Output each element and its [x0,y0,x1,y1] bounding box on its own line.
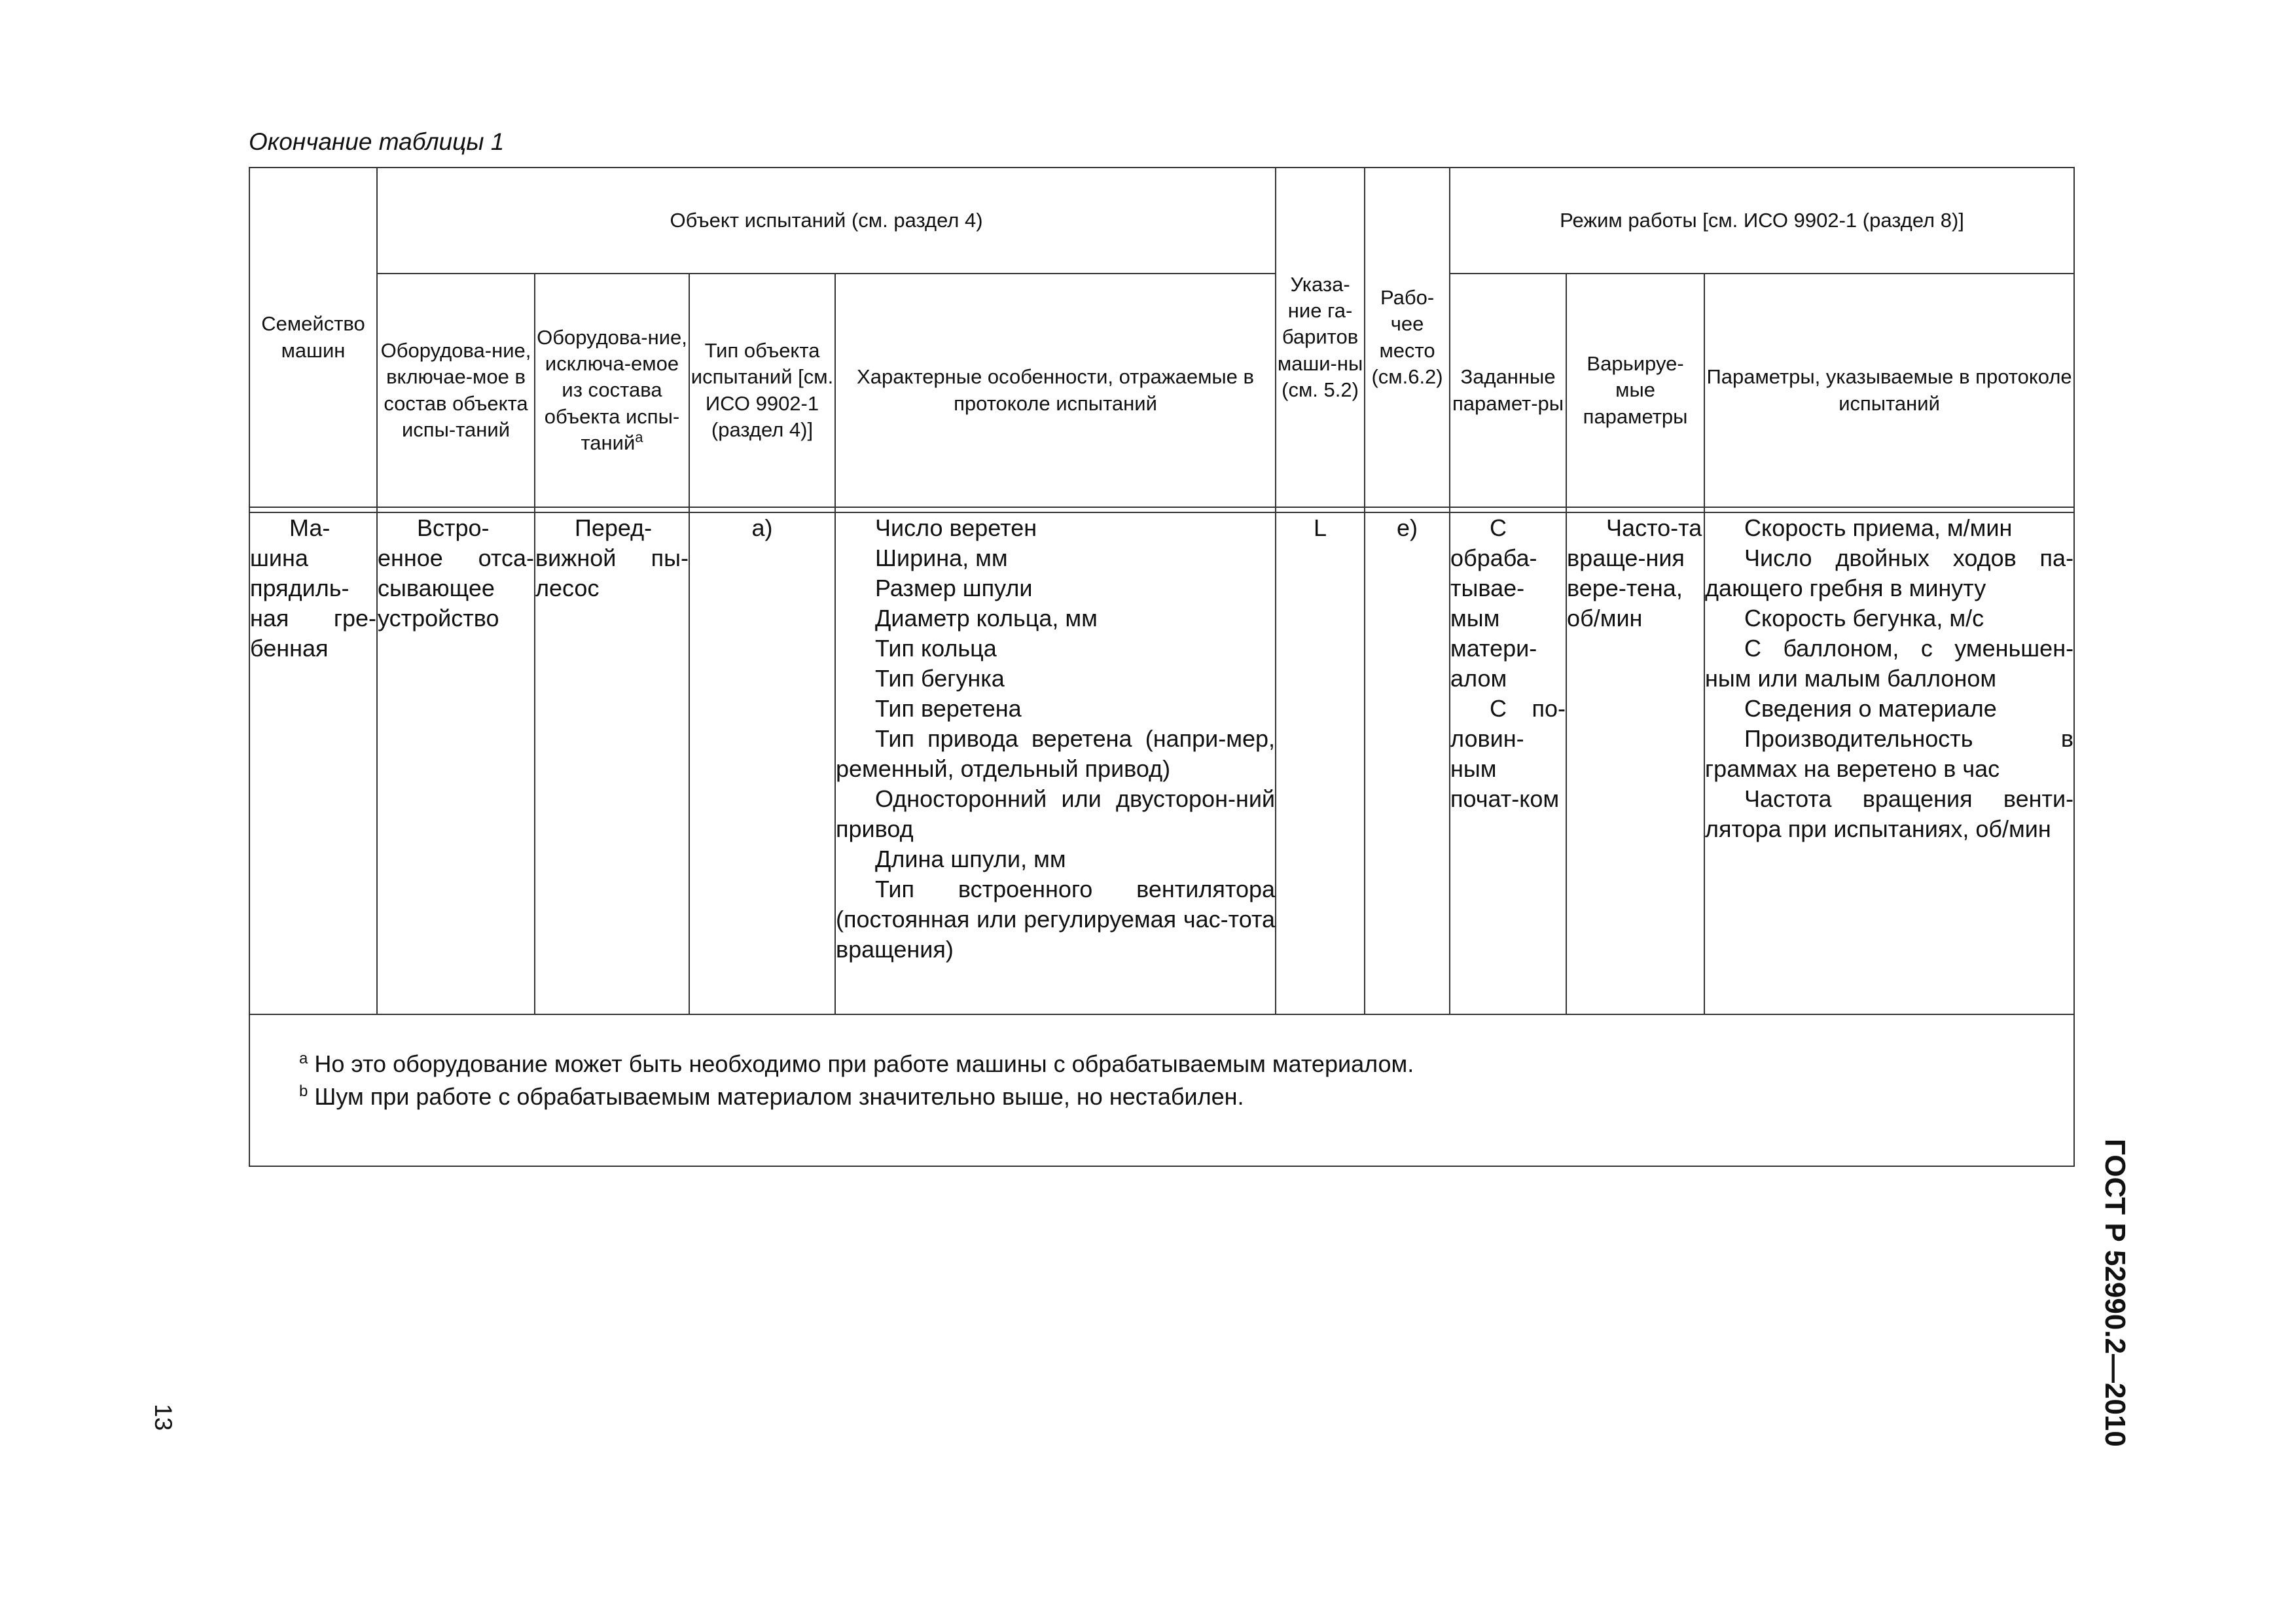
page-number: 13 [150,1404,177,1431]
header-workplace: Рабо-чее место (см.6.2) [1365,168,1450,507]
header-family: Семейство машин [249,168,377,507]
feature-line: Тип привода веретена (напри-мер, ременный, отдельный привод) [836,725,1276,782]
cell-equipment-excluded: Перед-вижной пы-лесос [535,512,689,1014]
standard-designation: ГОСТ Р 52990.2—2010 [2099,1139,2131,1447]
header-set-params: Заданные парамет-ры [1450,274,1566,507]
report-param-line: С баллоном, с уменьшен-ным или малым баллоном [1705,635,2074,692]
header-report-params: Параметры, указываемые в протоколе испытаний [1704,274,2074,507]
cell-var-params: Часто-та враще-ния вере-тена, об/мин [1566,512,1704,1014]
report-param-line: Производительность в граммах на веретено в час [1705,725,2074,782]
cell-features [835,512,1276,1014]
feature-line: Тип кольца [875,635,997,662]
report-param-line: Скорость бегунка, м/с [1744,605,1984,632]
header-equipment-excluded-text: Оборудова-ние, исключа-емое из состава объекта испы-таний [537,325,687,454]
cell-set-params [1450,512,1566,1014]
feature-line: Тип веретена [875,695,1022,722]
feature-line: Тип бегунка [875,665,1005,692]
footnote-b-text: Шум при работе с обрабатываемым материалом значительно выше, но нестабилен. [308,1083,1244,1110]
footnote-a-mark: a [299,1050,308,1067]
set-param-line: С по-ловин-ным почат-ком [1450,695,1566,812]
header-var-params: Варьируе-мые параметры [1566,274,1704,507]
report-param-line: Число двойных ходов па-дающего гребня в минуту [1705,544,2074,601]
footnote-a-text: Но это оборудование может быть необходимо при работе машины с обрабатываемым материалом. [308,1050,1414,1077]
header-dimensions: Указа-ние га-баритов маши-ны (см. 5.2) [1276,168,1365,507]
report-param-line: Сведения о материале [1744,695,1997,722]
feature-line: Тип встроенного вентилятора (постоянная или регулируемая час-тота вращения) [836,876,1276,963]
header-object-group: Объект испытаний (см. раздел 4) [377,168,1276,274]
footnotes [249,1014,2074,1166]
cell-dimensions: L [1276,512,1365,1014]
table-caption: Окончание таблицы 1 [249,128,505,155]
feature-line: Длина шпули, мм [875,846,1066,872]
cell-family: Ма-шина прядиль-ная гре-бенная [249,512,377,1014]
cell-report-params [1704,512,2074,1014]
feature-line: Диаметр кольца, мм [875,605,1098,632]
header-features: Характерные особенности, отражаемые в протоколе испытаний [835,274,1276,507]
set-param-line: С обраба-тывае-мым матери-алом [1450,514,1537,692]
report-param-line: Частота вращения венти-лятора при испытаниях, об/мин [1705,785,2074,842]
footnotes-row [249,1014,2074,1166]
footnote-b [299,1080,2073,1113]
header-separator [249,507,2074,512]
feature-line: Ширина, мм [875,544,1008,571]
header-mode-group: Режим работы [см. ИСО 9902-1 (раздел 8)] [1450,168,2074,274]
data-table [249,167,2075,1167]
footnote-mark-a: a [635,429,643,446]
header-equipment-excluded [535,274,689,507]
feature-line: Размер шпули [875,575,1033,601]
footnote-b-mark: b [299,1082,308,1100]
report-param-line: Скорость приема, м/мин [1744,514,2013,541]
header-object-type: Тип объекта испытаний [см. ИСО 9902-1 (раздел 4)] [689,274,835,507]
header-equipment-included: Оборудова-ние, включае-мое в состав объекта испы-таний [377,274,535,507]
table-row [249,512,2074,1014]
feature-line: Односторонний или двусторон-ний привод [836,785,1276,842]
footnote-a [299,1048,2073,1080]
cell-workplace: e) [1365,512,1450,1014]
cell-object-type: a) [689,512,835,1014]
cell-equipment-included: Встро-енное отса-сывающее устройство [377,512,535,1014]
feature-line: Число веретен [875,514,1037,541]
